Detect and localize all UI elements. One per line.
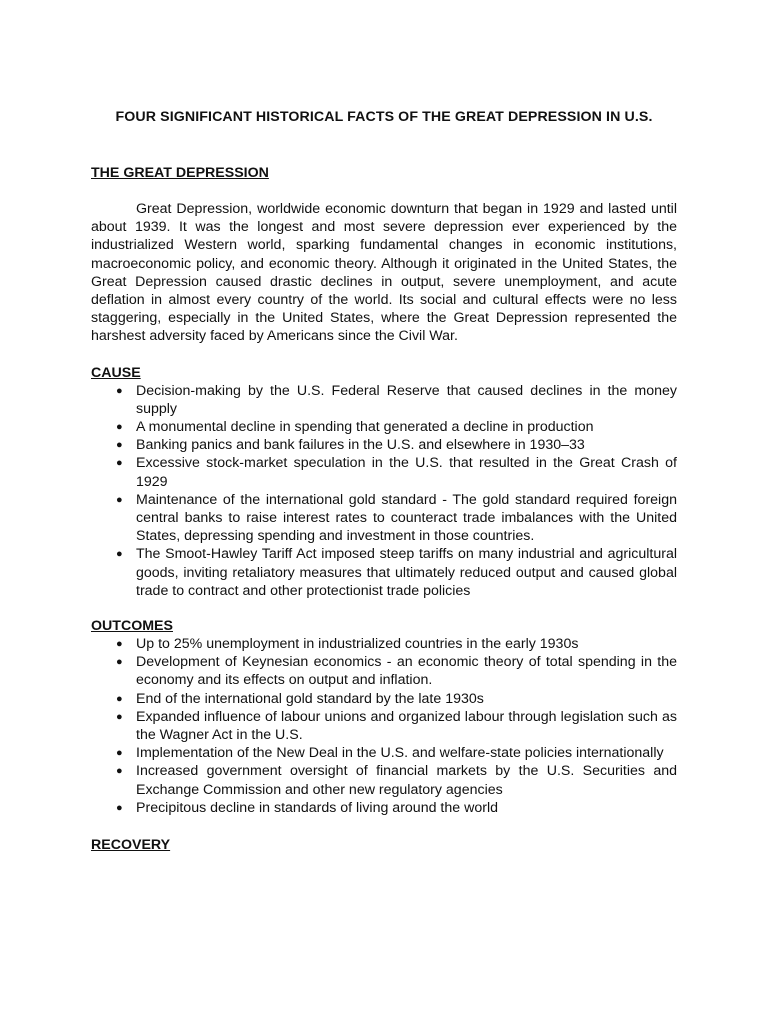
bullet-icon: ● xyxy=(116,765,123,778)
outcome-item-text: Increased government oversight of financial markets by the U.S. Securities and Exchange Commission and other new regulatory agencies xyxy=(136,763,677,798)
cause-list xyxy=(91,382,677,600)
bullet-icon: ● xyxy=(116,747,123,760)
bullet-icon: ● xyxy=(116,421,123,434)
bullet-icon: ● xyxy=(116,801,123,814)
cause-item-text: Banking panics and bank failures in the U.S. and elsewhere in 1930–33 xyxy=(136,437,585,454)
section-heading-cause: CAUSE xyxy=(91,364,141,381)
cause-list-item xyxy=(91,454,677,490)
outcome-list-item xyxy=(91,744,677,762)
outcomes-list xyxy=(91,635,677,817)
section-heading-great-depression: THE GREAT DEPRESSION xyxy=(91,165,269,181)
bullet-icon: ● xyxy=(116,384,123,397)
document-page xyxy=(91,108,677,854)
outcome-item-text: End of the international gold standard by the late 1930s xyxy=(136,690,484,707)
great-depression-paragraph: Great Depression, worldwide economic downturn that began in 1929 and lasted until about 1939. It was the longest and most severe depression ever experienced by the industrialized Western world, sparking fundamental changes in economic institutions, macroeconomic policy, and economic theory. Although it originated in the United States, the Great Depression caused drastic declines in output, severe unemployment, and acute deflation in almost every country of the world. Its social and cultural effects were no less staggering, especially in the United States, where the Great Depression represented the harshest adversity faced by Americans since the Civil War. xyxy=(91,201,677,345)
cause-list-item xyxy=(91,545,677,600)
outcome-list-item xyxy=(91,635,677,653)
section-heading-recovery: RECOVERY xyxy=(91,837,171,854)
bullet-icon: ● xyxy=(116,493,123,506)
cause-item-text: Maintenance of the international gold standard - The gold standard required foreign central banks to raise interest rates to counteract trade imbalances with the United States, depressing spending and investment in those countries. xyxy=(136,491,677,545)
document-title: FOUR SIGNIFICANT HISTORICAL FACTS OF THE GREAT DEPRESSION IN U.S. xyxy=(115,109,653,125)
bullet-icon: ● xyxy=(116,457,123,470)
outcome-list-item xyxy=(91,762,677,798)
outcome-item-text: Expanded influence of labour unions and organized labour through legislation such as the Wagner Act in the U.S. xyxy=(136,708,677,744)
cause-list-item xyxy=(91,436,677,454)
outcome-item-text: Up to 25% unemployment in industrialized countries in the early 1930s xyxy=(136,636,579,653)
outcome-item-text: Precipitous decline in standards of living around the world xyxy=(136,799,498,816)
bullet-icon: ● xyxy=(116,692,123,705)
outcome-list-item xyxy=(91,799,677,817)
cause-item-text: Excessive stock-market speculation in the U.S. that resulted in the Great Crash of 1929 xyxy=(136,455,677,490)
cause-list-item xyxy=(91,418,677,436)
bullet-icon: ● xyxy=(116,439,123,452)
outcome-list-item xyxy=(91,653,677,689)
cause-list-item xyxy=(91,491,677,546)
bullet-icon: ● xyxy=(116,710,123,723)
cause-item-text: The Smoot-Hawley Tariff Act imposed steep tariffs on many industrial and agricultural goods, inviting retaliatory measures that ultimately reduced output and caused global trade to contract and other protectionist trade policies xyxy=(136,546,677,599)
cause-list-item xyxy=(91,382,677,418)
cause-item-text: A monumental decline in spending that generated a decline in production xyxy=(136,419,594,436)
bullet-icon: ● xyxy=(116,548,123,561)
outcome-item-text: Development of Keynesian economics - an economic theory of total spending in the economy and its effects on output and inflation. xyxy=(136,654,677,689)
outcome-list-item xyxy=(91,708,677,744)
bullet-icon: ● xyxy=(116,638,123,651)
bullet-icon: ● xyxy=(116,656,123,669)
outcome-list-item xyxy=(91,690,677,708)
section-heading-outcomes: OUTCOMES xyxy=(91,618,173,635)
outcome-item-text: Implementation of the New Deal in the U.S. and welfare-state policies internationally xyxy=(136,745,664,762)
cause-item-text: Decision-making by the U.S. Federal Reserve that caused declines in the money supply xyxy=(136,382,677,417)
